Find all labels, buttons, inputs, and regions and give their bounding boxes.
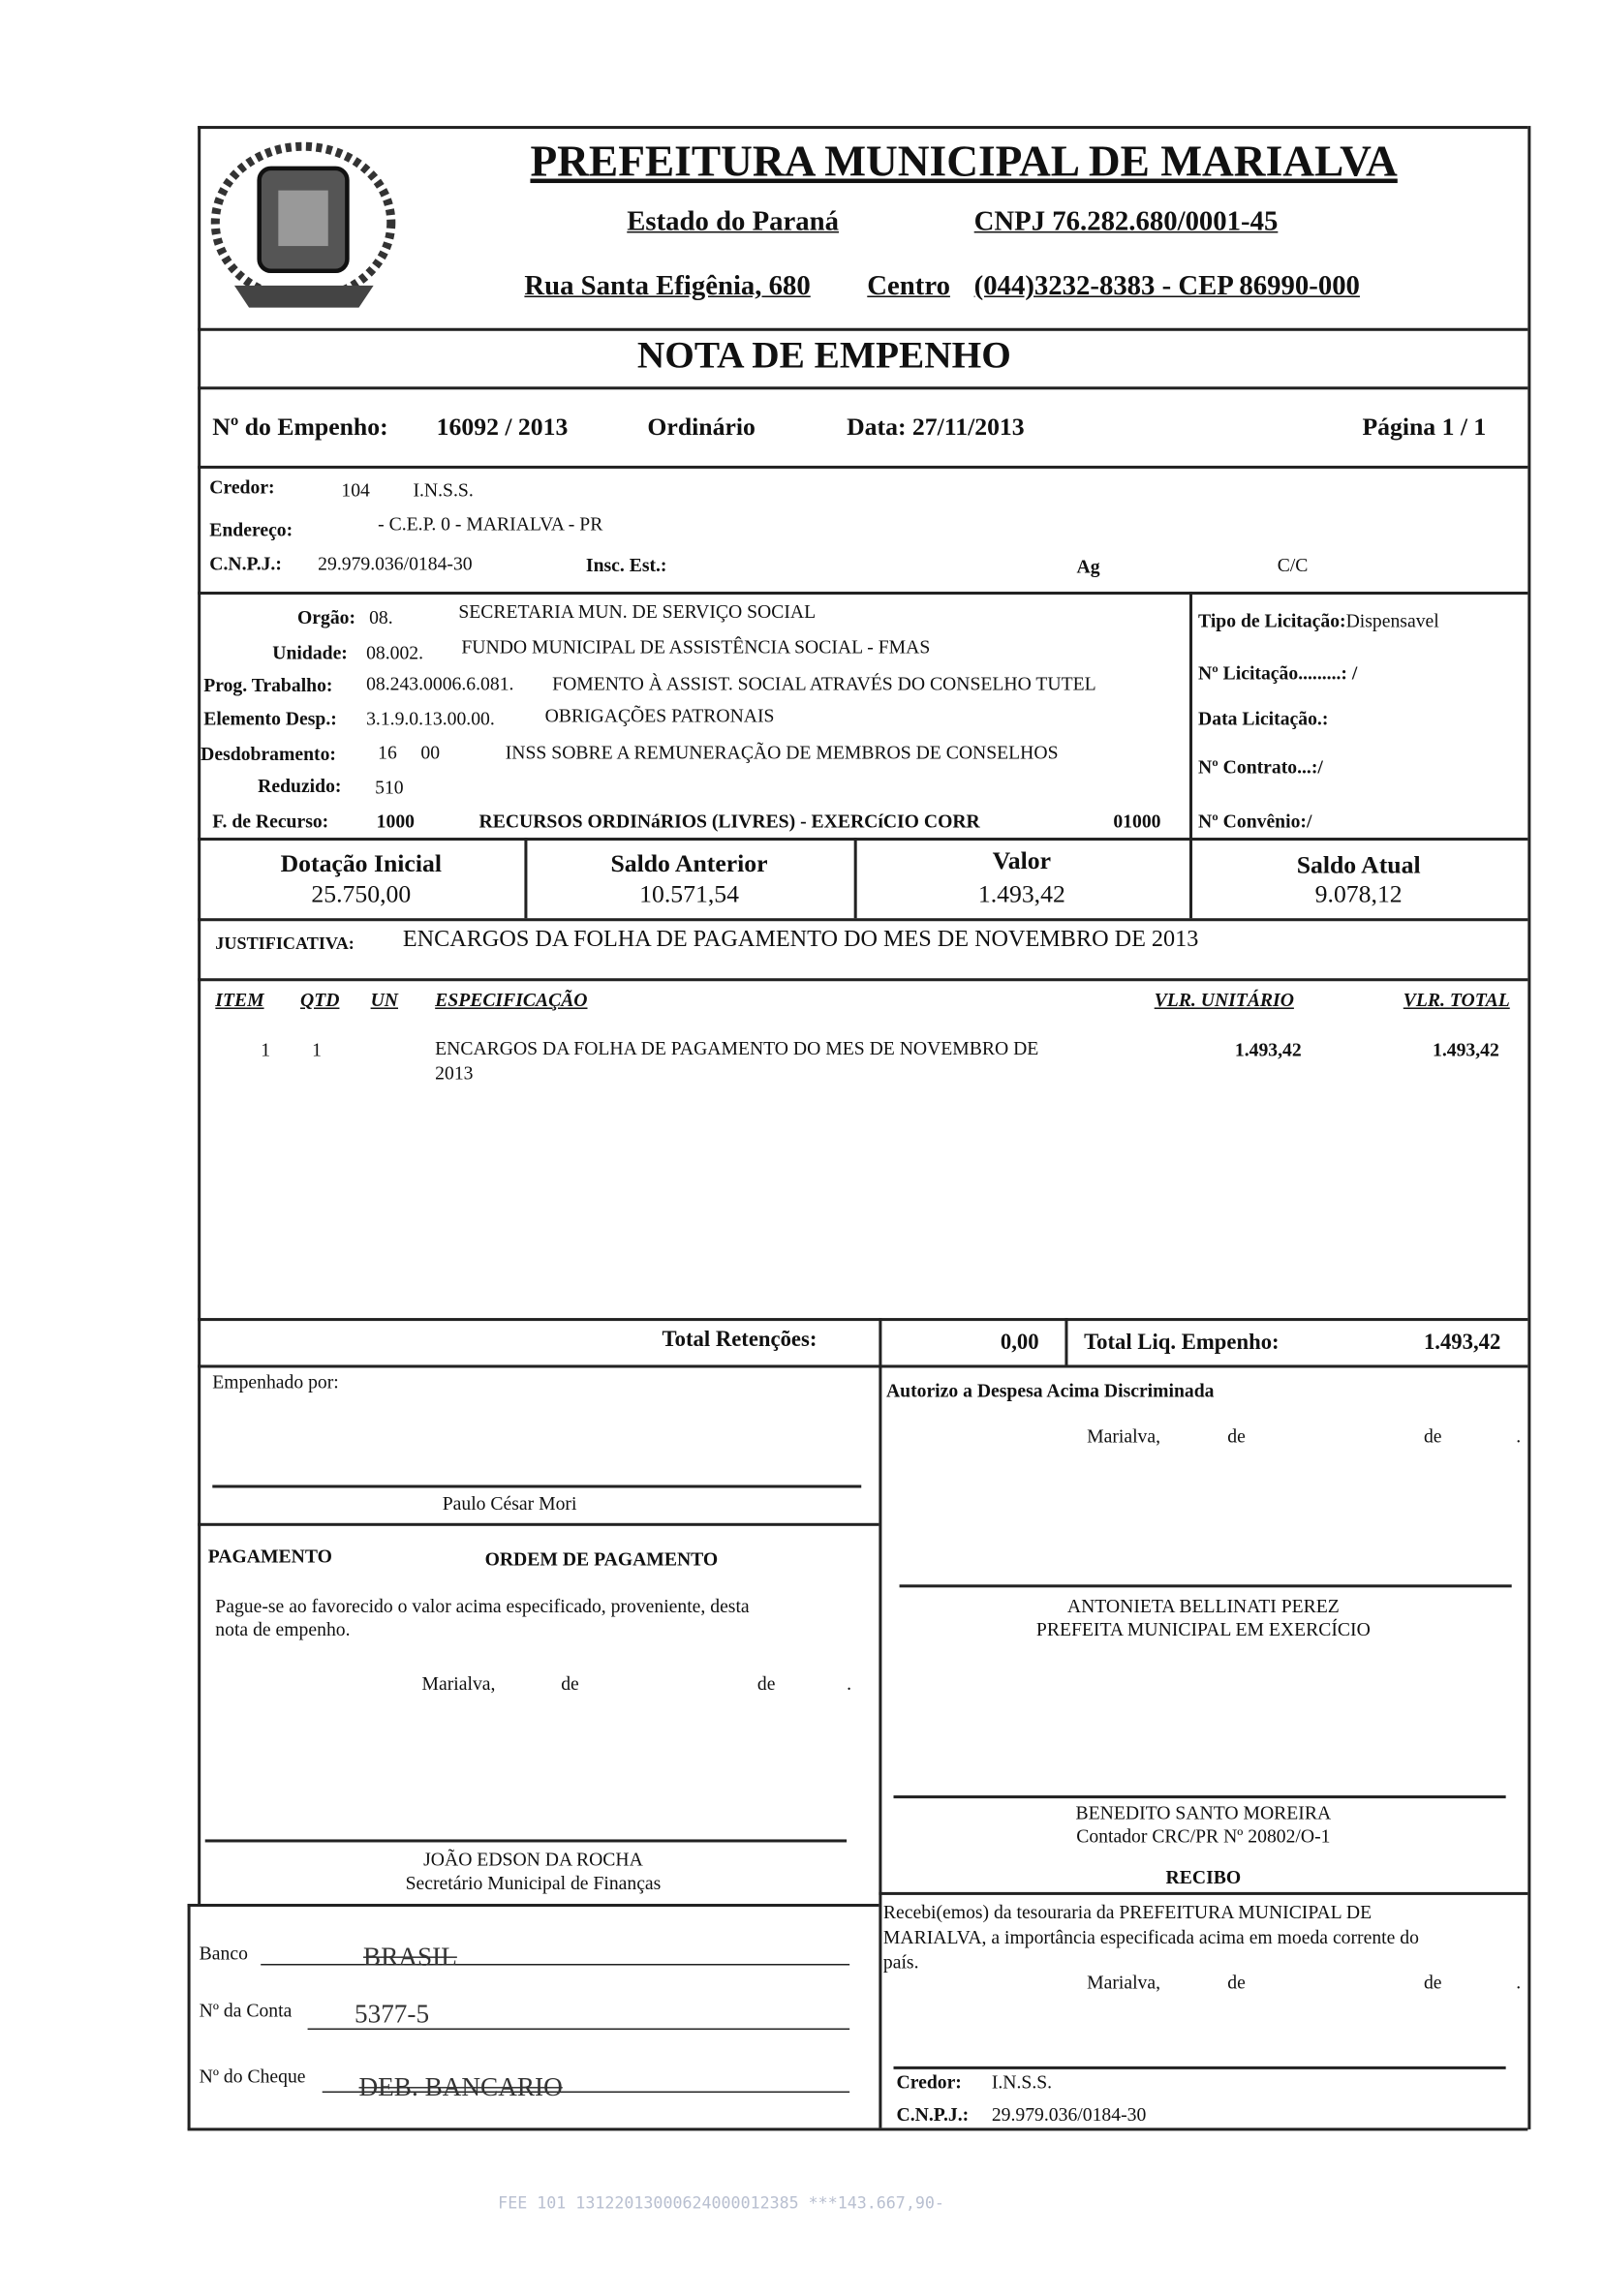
recurso-label: F. de Recurso: — [212, 810, 329, 832]
recibo-credor-label: Credor: — [896, 2070, 962, 2094]
pagamento-de1: de — [561, 1672, 579, 1695]
frame-top — [198, 126, 1527, 129]
empenho-number-label: Nº do Empenho: — [212, 413, 388, 442]
recibo-cnpj-label: C.N.P.J.: — [896, 2102, 970, 2126]
endereco-value: - C.E.P. 0 - MARIALVA - PR — [378, 512, 603, 535]
autorizo-de1: de — [1227, 1424, 1246, 1448]
credor-label: Credor: — [209, 475, 275, 499]
numero-licitacao: Nº Licitação.........: / — [1198, 661, 1358, 685]
cc-label: C/C — [1277, 553, 1309, 576]
recurso-extra: 01000 — [1113, 810, 1161, 832]
insc-label: Insc. Est.: — [585, 553, 667, 576]
pagamento-de2: de — [756, 1672, 776, 1695]
recibo-title: RECIBO — [1165, 1865, 1242, 1888]
autorizo-de2: de — [1423, 1424, 1442, 1448]
divider — [198, 1318, 1527, 1321]
divider — [879, 1318, 881, 2128]
data-licitacao: Data Licitação.: — [1198, 707, 1329, 730]
orgao-code: 08. — [369, 606, 393, 628]
col-item: ITEM — [215, 988, 264, 1011]
prog-trabalho-desc: FOMENTO À ASSIST. SOCIAL ATRAVÉS DO CONSELHO TUTEL — [552, 672, 1096, 694]
unidade-code: 08.002. — [366, 641, 424, 664]
divider — [1064, 1318, 1067, 1364]
recibo-text-3: país. — [882, 1950, 919, 1974]
desdobramento-label: Desdobramento: — [200, 742, 336, 765]
divider — [198, 1364, 1527, 1367]
bank-authentication-stamp: FEE 101 13122013000624000012385 ***143.667,90- — [498, 2193, 944, 2214]
recibo-text: Recebi(emos) da tesouraria da PREFEITURA MUNICIPAL DE — [882, 1900, 1373, 1923]
tipo-licitacao-label: Tipo de Licitação: — [1198, 609, 1346, 631]
endereco-label: Endereço: — [209, 518, 293, 541]
secretario-name: JOÃO EDSON DA ROCHA — [423, 1848, 643, 1871]
total-liq-value: 1.493,42 — [1423, 1331, 1501, 1355]
tipo-licitacao-value: Dispensavel — [1345, 609, 1439, 631]
numero-convenio: Nº Convênio:/ — [1198, 810, 1312, 832]
cheque-label: Nº do Cheque — [199, 2065, 306, 2088]
saldo-atual-label: Saldo Atual — [1296, 850, 1421, 879]
item-spec: ENCARGOS DA FOLHA DE PAGAMENTO DO MES DE NOVEMBRO DE — [435, 1036, 1039, 1059]
recibo-text-2: MARIALVA, a importância especificada acima em moeda corrente do — [882, 1925, 1419, 1948]
ordem-pagamento-title: ORDEM DE PAGAMENTO — [484, 1547, 719, 1571]
header-cnpj: CNPJ 76.282.680/0001-45 — [973, 206, 1279, 237]
header-state: Estado do Paraná — [627, 206, 840, 237]
credor-code: 104 — [341, 478, 370, 502]
cnpj-value: 29.979.036/0184-30 — [318, 552, 473, 574]
banco-label: Banco — [199, 1942, 248, 1964]
header-phone-cep: (044)3232-8383 - CEP 86990-000 — [973, 270, 1360, 302]
empenhado-name: Paulo César Mori — [442, 1492, 577, 1515]
unidade-label: Unidade: — [272, 641, 348, 664]
total-retencoes-label: Total Retenções: — [662, 1328, 817, 1352]
col-vlr-total: VLR. TOTAL — [1403, 988, 1510, 1011]
frame-left — [198, 126, 200, 1904]
unidade-desc: FUNDO MUNICIPAL DE ASSISTÊNCIA SOCIAL - FMAS — [461, 635, 931, 658]
recibo-cnpj: 29.979.036/0184-30 — [991, 2102, 1147, 2126]
autorizo-dot: . — [1516, 1424, 1522, 1448]
recibo-de1: de — [1227, 1971, 1246, 1994]
recurso-code: 1000 — [376, 810, 415, 832]
pagamento-dot: . — [847, 1672, 852, 1695]
divider — [198, 386, 1527, 389]
divider — [198, 1523, 879, 1526]
elemento-desc: OBRIGAÇÕES PATRONAIS — [544, 704, 775, 727]
col-especificacao: ESPECIFICAÇÃO — [435, 988, 588, 1011]
conta-label: Nº da Conta — [199, 1999, 293, 2021]
item-number: 1 — [261, 1038, 271, 1060]
justificativa-label: JUSTIFICATIVA: — [215, 933, 355, 954]
reduzido-code: 510 — [375, 776, 404, 799]
header-title: PREFEITURA MUNICIPAL DE MARIALVA — [530, 138, 1398, 187]
frame-bottom — [188, 2128, 1528, 2130]
total-liq-label: Total Liq. Empenho: — [1084, 1331, 1280, 1355]
banco-line — [261, 1964, 849, 1966]
dotacao-inicial-value: 25.750,00 — [311, 879, 412, 908]
elemento-code: 3.1.9.0.13.00.00. — [366, 707, 495, 730]
empenho-date: Data: 27/11/2013 — [847, 413, 1025, 442]
empenhado-label: Empenhado por: — [212, 1370, 339, 1393]
contador-name: BENEDITO SANTO MOREIRA — [1075, 1801, 1332, 1823]
page-number: Página 1 / 1 — [1362, 413, 1487, 442]
recibo-credor: I.N.S.S. — [991, 2070, 1053, 2094]
dotacao-inicial-label: Dotação Inicial — [280, 849, 442, 877]
cnpj-label: C.N.P.J.: — [209, 552, 282, 574]
divider — [198, 978, 1527, 981]
divider — [198, 838, 1527, 841]
signature-line — [894, 2066, 1506, 2069]
item-qtd: 1 — [312, 1038, 322, 1060]
orgao-label: Orgão: — [296, 606, 356, 628]
empenho-type: Ordinário — [647, 413, 756, 442]
divider — [879, 1892, 1527, 1895]
recibo-dot: . — [1516, 1971, 1522, 1994]
frame-left-lower — [188, 1904, 191, 2129]
header-district: Centro — [867, 270, 950, 302]
divider — [198, 918, 1527, 921]
col-qtd: QTD — [300, 988, 340, 1011]
valor-value: 1.493,42 — [977, 879, 1065, 908]
autorizo-place: Marialva, — [1087, 1424, 1161, 1448]
saldo-atual-value: 9.078,12 — [1314, 879, 1403, 908]
desdobramento-desc: INSS SOBRE A REMUNERAÇÃO DE MEMBROS DE CONSELHOS — [505, 741, 1059, 763]
recurso-desc: RECURSOS ORDINáRIOS (LIVRES) - EXERCíCIO CORR — [478, 810, 980, 832]
document-title: NOTA DE EMPENHO — [636, 333, 1011, 377]
empenho-number: 16092 / 2013 — [436, 413, 569, 442]
col-vlr-unitario: VLR. UNITÁRIO — [1154, 988, 1294, 1011]
prefeita-name: ANTONIETA BELLINATI PEREZ — [1066, 1594, 1340, 1617]
header-address: Rua Santa Efigênia, 680 — [524, 270, 811, 302]
justificativa-text: ENCARGOS DA FOLHA DE PAGAMENTO DO MES DE NOVEMBRO DE 2013 — [402, 927, 1199, 952]
reduzido-label: Reduzido: — [258, 775, 342, 797]
numero-contrato: Nº Contrato...:/ — [1198, 755, 1323, 779]
item-spec-2: 2013 — [435, 1061, 474, 1085]
prog-trabalho-label: Prog. Trabalho: — [203, 673, 333, 696]
banco-value: BRASIL — [363, 1942, 457, 1972]
recibo-place: Marialva, — [1087, 1971, 1161, 1994]
elemento-label: Elemento Desp.: — [203, 707, 337, 730]
pagamento-label: PAGAMENTO — [207, 1545, 332, 1568]
divider — [188, 1904, 879, 1907]
credor-name: I.N.S.S. — [413, 478, 474, 502]
contador-role: Contador CRC/PR Nº 20802/O-1 — [1076, 1824, 1331, 1848]
pagamento-place: Marialva, — [421, 1672, 496, 1695]
signature-line — [900, 1584, 1512, 1587]
recibo-de2: de — [1423, 1971, 1442, 1994]
coat-of-arms-logo — [205, 132, 403, 322]
item-total-value: 1.493,42 — [1433, 1038, 1499, 1060]
total-retencoes-value: 0,00 — [1000, 1331, 1039, 1355]
valor-label: Valor — [992, 846, 1052, 874]
saldo-anterior-label: Saldo Anterior — [610, 849, 768, 877]
autorizo-label: Autorizo a Despesa Acima Discriminada — [885, 1379, 1215, 1402]
prog-trabalho-code: 08.243.0006.6.081. — [366, 672, 514, 694]
pagamento-text: Pague-se ao favorecido o valor acima especificado, proveniente, desta — [215, 1594, 750, 1617]
divider — [198, 466, 1527, 469]
saldo-anterior-value: 10.571,54 — [639, 879, 739, 908]
signature-line — [894, 1795, 1506, 1798]
cheque-value: DEB. BANCARIO — [358, 2071, 563, 2102]
signature-line — [205, 1839, 847, 1842]
desdobramento-code: 16 00 — [378, 741, 441, 763]
divider — [198, 328, 1527, 331]
signature-line — [212, 1485, 861, 1487]
ag-label: Ag — [1076, 555, 1100, 577]
conta-value: 5377-5 — [354, 1999, 430, 2029]
prefeita-role: PREFEITA MUNICIPAL EM EXERCÍCIO — [1035, 1618, 1371, 1640]
item-unit-value: 1.493,42 — [1234, 1038, 1302, 1060]
col-un: UN — [370, 988, 399, 1011]
frame-right — [1527, 126, 1530, 2129]
pagamento-text-2: nota de empenho. — [215, 1618, 351, 1640]
secretario-role: Secretário Municipal de Finanças — [405, 1871, 662, 1894]
divider — [198, 592, 1527, 595]
orgao-desc: SECRETARIA MUN. DE SERVIÇO SOCIAL — [458, 600, 817, 623]
